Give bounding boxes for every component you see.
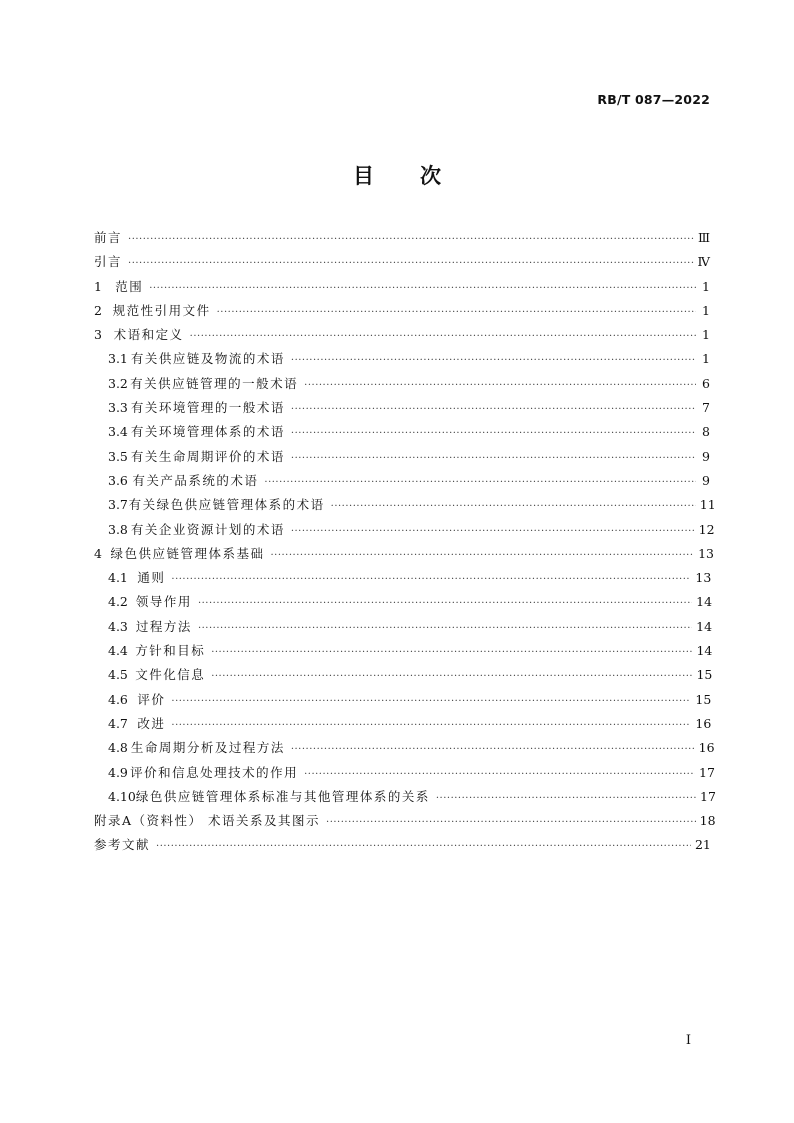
dot-leader <box>171 690 691 714</box>
toc-entry-label: 有关绿色供应链管理体系的术语 <box>128 497 325 513</box>
toc-entry[interactable] <box>94 590 713 614</box>
toc-entry[interactable] <box>94 688 710 712</box>
dot-leader <box>128 252 694 276</box>
toc-entry-page: 7 <box>702 400 710 416</box>
dot-leader <box>304 763 695 787</box>
toc-entry-number: 4.5 <box>108 667 128 683</box>
toc-entry-label: 生命周期分析及过程方法 <box>130 740 285 756</box>
toc-entry-page: 11 <box>699 497 716 513</box>
toc-entry-page: 13 <box>698 545 715 561</box>
toc-entry-label: 评价 <box>137 691 166 707</box>
toc-entry[interactable] <box>94 250 710 274</box>
toc-entry-number: 4.4 <box>108 643 128 659</box>
toc-entry[interactable] <box>94 323 710 347</box>
dot-leader <box>198 617 692 641</box>
toc-entry[interactable] <box>94 469 710 493</box>
toc-entry[interactable] <box>94 396 710 420</box>
toc-entry-page: 16 <box>698 740 715 756</box>
toc-entry[interactable] <box>94 518 715 542</box>
toc-entry-number: 3 <box>94 327 102 343</box>
toc-entry[interactable] <box>94 639 713 663</box>
toc-entry-label: 附录A（资料性） 术语关系及其图示 <box>94 813 321 829</box>
dot-leader <box>198 592 692 616</box>
toc-entry-label: 有关生命周期评价的术语 <box>130 448 285 464</box>
toc-entry[interactable] <box>94 615 713 639</box>
dot-leader <box>291 738 695 762</box>
dot-leader <box>264 471 696 495</box>
toc-entry[interactable] <box>94 809 716 833</box>
toc-entry-page: 13 <box>695 570 712 586</box>
toc-entry-page: 14 <box>696 618 713 634</box>
toc-entry-label: 过程方法 <box>135 618 192 634</box>
dot-leader <box>171 714 691 738</box>
toc-entry-number: 4 <box>94 545 102 561</box>
toc-entry-label: 有关环境管理体系的术语 <box>130 424 285 440</box>
page-title <box>0 160 794 190</box>
toc-entry[interactable] <box>94 712 710 736</box>
page-number: I <box>685 1033 691 1048</box>
toc-entry-label: 评价和信息处理技术的作用 <box>130 764 299 780</box>
toc-entry-label: 参考文献 <box>94 837 151 853</box>
toc-entry[interactable] <box>94 493 716 517</box>
toc-entry-number: 2 <box>94 302 102 318</box>
toc-entry-number: 3.5 <box>108 448 128 464</box>
toc-entry-page: Ⅲ <box>697 230 711 245</box>
toc-entry-number: 4.3 <box>108 618 128 634</box>
toc-entry-number: 3.8 <box>108 521 128 537</box>
toc-entry-number: 4.2 <box>108 594 128 610</box>
dot-leader <box>211 665 692 689</box>
toc-entry-number: 3.4 <box>108 424 128 440</box>
toc-entry-label: 有关供应链及物流的术语 <box>130 351 285 367</box>
title-part-2: 次 <box>420 164 441 188</box>
toc-entry-page: 1 <box>702 278 710 294</box>
dot-leader <box>217 301 696 325</box>
toc-entry-page: 16 <box>695 715 712 731</box>
dot-leader <box>291 447 696 471</box>
toc-entry-number: 4.8 <box>108 740 128 756</box>
toc-entry[interactable] <box>94 299 710 323</box>
toc-entry-label: 规范性引用文件 <box>112 302 211 318</box>
toc-entry-label: 有关企业资源计划的术语 <box>130 521 285 537</box>
toc-entry[interactable] <box>94 372 710 396</box>
toc-entry-label: 有关环境管理的一般术语 <box>130 400 285 416</box>
dot-leader <box>291 422 696 446</box>
toc-entry[interactable] <box>94 275 710 299</box>
toc-entry-label: 领导作用 <box>135 594 192 610</box>
dot-leader <box>149 277 696 301</box>
toc-entry-label: 绿色供应链管理体系基础 <box>110 545 265 561</box>
toc-entry[interactable] <box>94 566 710 590</box>
toc-entry-label: 前言 <box>94 230 123 245</box>
toc-entry-number: 3.6 <box>108 472 128 488</box>
toc-entry-page: 9 <box>702 448 710 464</box>
toc-entry[interactable] <box>94 347 710 371</box>
toc-entry-label: 绿色供应链管理体系标准与其他管理体系的关系 <box>135 788 430 804</box>
table-of-contents <box>94 226 716 858</box>
toc-entry[interactable] <box>94 663 713 687</box>
dot-leader <box>156 835 691 859</box>
toc-entry-number: 1 <box>94 278 102 294</box>
dot-leader <box>291 349 696 373</box>
toc-entry-page: 9 <box>702 472 710 488</box>
dot-leader <box>171 568 691 592</box>
dot-leader <box>291 398 696 422</box>
toc-entry-label: 有关供应链管理的一般术语 <box>130 375 299 391</box>
toc-entry-page: 14 <box>696 643 713 659</box>
toc-entry[interactable] <box>94 785 716 809</box>
toc-entry-number: 4.6 <box>108 691 128 707</box>
toc-entry-page: 6 <box>702 375 710 391</box>
toc-entry-number: 3.2 <box>108 375 128 391</box>
title-part-1: 目 <box>353 164 374 188</box>
toc-entry-number: 4.10 <box>108 788 136 804</box>
standard-code: RB/T 087—2022 <box>597 92 710 107</box>
toc-entry[interactable] <box>94 761 715 785</box>
dot-leader <box>304 374 696 398</box>
dot-leader <box>436 787 696 811</box>
dot-leader <box>326 811 696 835</box>
toc-entry-page: 17 <box>699 764 715 780</box>
toc-entry-label: 方针和目标 <box>135 643 206 659</box>
toc-entry-page: 15 <box>695 691 712 707</box>
dot-leader <box>270 544 694 568</box>
toc-entry-page: 17 <box>700 788 716 804</box>
dot-leader <box>331 495 696 519</box>
toc-entry[interactable] <box>94 445 710 469</box>
toc-entry-label: 有关产品系统的术语 <box>132 472 259 488</box>
toc-entry-label: 范围 <box>115 278 144 294</box>
dot-leader <box>211 641 692 665</box>
toc-entry-number: 4.7 <box>108 715 128 731</box>
toc-entry[interactable] <box>94 833 710 857</box>
toc-entry[interactable] <box>94 542 715 566</box>
toc-entry-number: 3.3 <box>108 400 128 416</box>
toc-entry[interactable] <box>94 420 710 444</box>
toc-entry-number: 3.7 <box>108 497 128 513</box>
toc-entry-page: Ⅳ <box>697 254 711 270</box>
toc-entry-page: 12 <box>698 521 715 537</box>
toc-entry-number: 4.9 <box>108 764 128 780</box>
toc-entry-page: 1 <box>702 327 710 343</box>
toc-entry-label: 改进 <box>137 715 166 731</box>
toc-entry-label: 术语和定义 <box>113 327 184 343</box>
toc-entry-label: 通则 <box>137 570 166 586</box>
toc-entry-page: 8 <box>702 424 710 440</box>
toc-entry-page: 1 <box>702 351 710 367</box>
toc-entry[interactable] <box>94 226 710 250</box>
toc-entry-page: 14 <box>696 594 713 610</box>
dot-leader <box>291 520 695 544</box>
toc-entry[interactable] <box>94 736 715 760</box>
toc-entry-label: 文件化信息 <box>135 667 206 683</box>
toc-entry-page: 1 <box>702 302 710 318</box>
toc-entry-label: 引言 <box>94 254 123 270</box>
toc-entry-number: 4.1 <box>108 570 128 586</box>
dot-leader <box>128 228 694 252</box>
dot-leader <box>190 325 696 349</box>
toc-entry-page: 18 <box>699 813 716 829</box>
toc-entry-number: 3.1 <box>108 351 128 367</box>
toc-entry-page: 15 <box>696 667 713 683</box>
toc-entry-page: 21 <box>694 837 711 853</box>
